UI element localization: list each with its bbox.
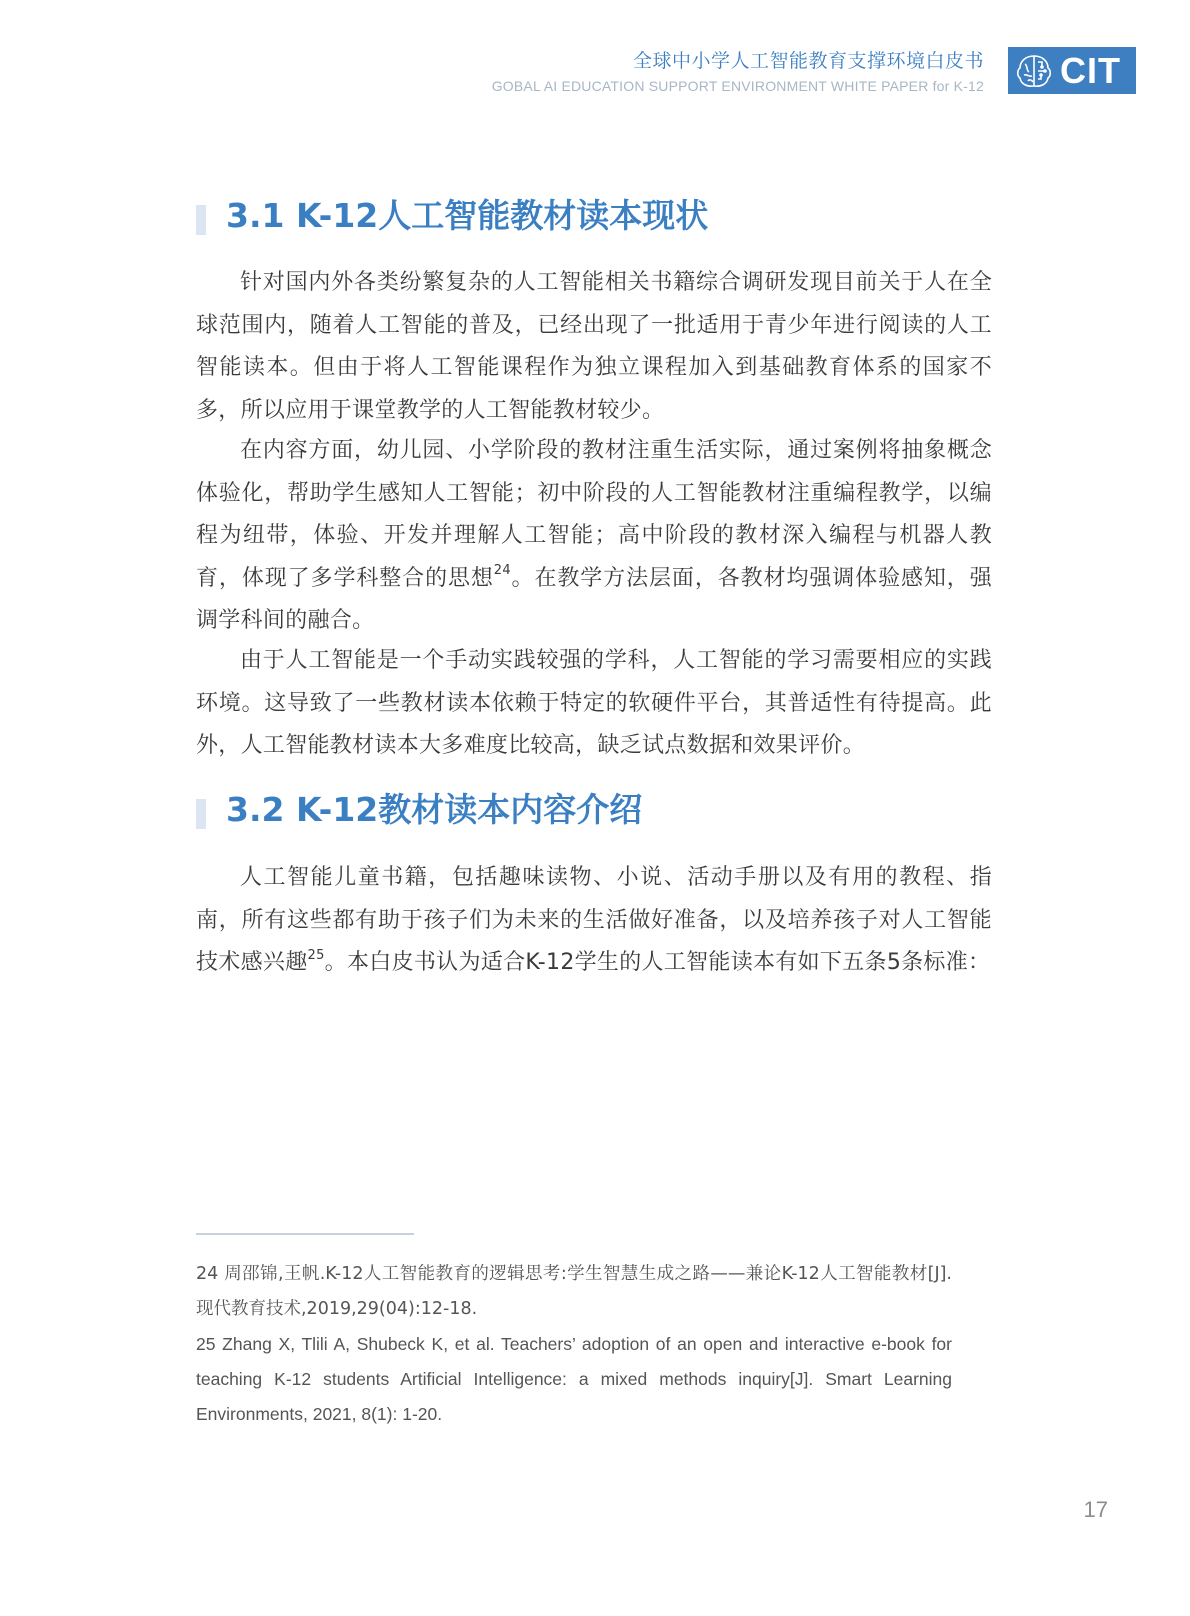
paragraph-text: 在内容方面，幼儿园、小学阶段的教材注重生活实际，通过案例将抽象概念体验化，帮助学生感知人工智能；初中阶段的人工智能教材注重编程教学，以编程为纽带，体验、开发并理解人工智能；高中阶段的教材深入编程与机器人教育，体现了多学科整合的思想 xyxy=(196,438,992,591)
footnote-25: 25 Zhang X, Tlili A, Shubeck K, et al. Teachers’ adoption of an open and interactive e-book for teaching K-12 students Artificial Intelligence: a mixed methods inquiry[J]. Smart Learning Environments, 2021, 8(1): 1-20. xyxy=(196,1334,952,1424)
document-subtitle: GOBAL AI EDUCATION SUPPORT ENVIRONMENT WHITE PAPER for K-12 xyxy=(491,78,984,94)
footnote-reference: 25 xyxy=(307,947,325,963)
heading-accent-bar xyxy=(196,799,206,829)
cit-logo xyxy=(1008,47,1136,94)
body-paragraph xyxy=(196,857,992,985)
section-title: 3.1 K-12人工智能教材读本现状 xyxy=(226,196,709,235)
brain-circuit-icon xyxy=(1014,51,1054,91)
logo-wordmark: CIT xyxy=(1060,50,1121,91)
section-title: 3.2 K-12教材读本内容介绍 xyxy=(226,790,643,829)
page-number: 17 xyxy=(1083,1497,1108,1522)
footnote-24: 24 周邵锦,王帆.K-12人工智能教育的逻辑思考:学生智慧生成之路——兼论K-12人工智能教材[J].现代教育技术,2019,29(04):12-18. xyxy=(196,1264,952,1319)
heading-accent-bar xyxy=(196,205,206,235)
body-paragraph xyxy=(196,430,992,643)
paragraph-text: 。本白皮书认为适合K-12学生的人工智能读本有如下五条5条标准： xyxy=(324,950,991,976)
paragraph-text: 人工智能儿童书籍，包括趣味读物、小说、活动手册以及有用的教程、指南，所有这些都有助于孩子们为未来的生活做好准备，以及培养孩子对人工智能技术感兴趣 xyxy=(196,865,992,976)
paragraph-text: 。在教学方法层面，各教材均强调体验感知，强调学科间的融合。 xyxy=(196,565,992,634)
document-title: 全球中小学人工智能教育支撑环境白皮书 xyxy=(632,50,984,72)
footnote-reference: 24 xyxy=(493,563,511,579)
footnote-divider xyxy=(196,1233,414,1235)
body-paragraph: 由于人工智能是一个手动实践较强的学科，人工智能的学习需要相应的实践环境。这导致了一些教材读本依赖于特定的软硬件平台，其普适性有待提高。此外，人工智能教材读本大多难度比较高，缺乏试点数据和效果评价。 xyxy=(196,648,992,759)
body-paragraph: 针对国内外各类纷繁复杂的人工智能相关书籍综合调研发现目前关于人在全球范围内，随着人工智能的普及，已经出现了一批适用于青少年进行阅读的人工智能读本。但由于将人工智能课程作为独立课程加入到基础教育体系的国家不多，所以应用于课堂教学的人工智能教材较少。 xyxy=(196,270,992,423)
